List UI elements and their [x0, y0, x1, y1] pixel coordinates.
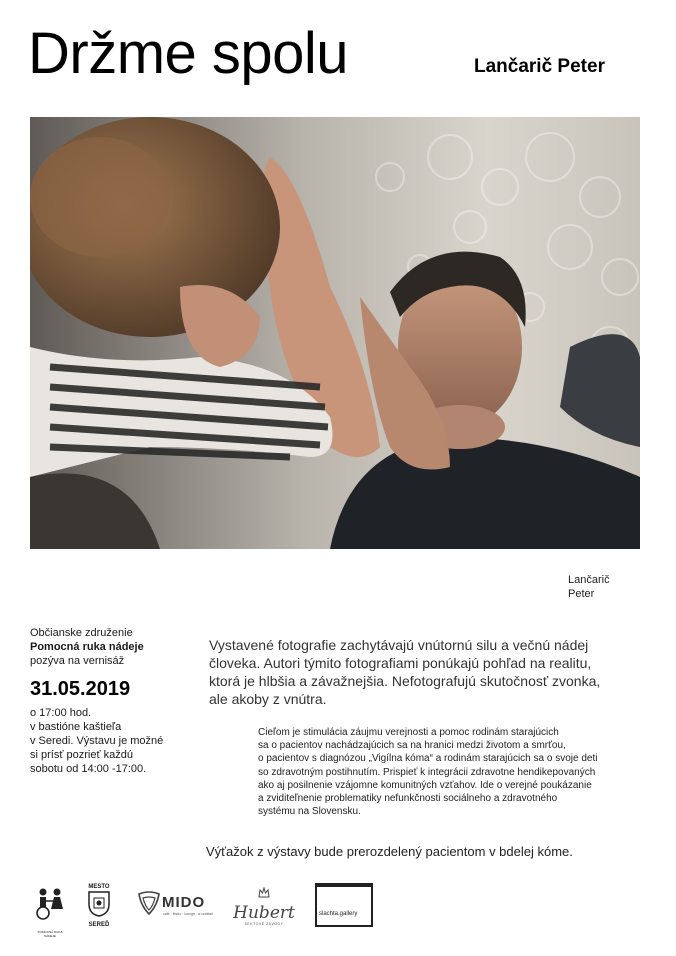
- goal-line: o pacientov s diagnózou „Vigílna kóma“ a rodinám starajúcich sa o svoje deti: [258, 753, 598, 765]
- photo-credit-line: Lančarič: [568, 574, 610, 586]
- proceeds-note: Výťažok z výstavy bude prerozdelený pacientom v bdelej kóme.: [206, 844, 573, 859]
- city-crest-icon: [88, 891, 110, 917]
- goal-line: a zviditeľnenie problematiky nefunkčnosti sociálneho a zdravotného: [258, 793, 558, 805]
- hubert-wordmark: Hubert: [233, 903, 295, 923]
- city-logo-bottom: SEREĎ: [88, 922, 110, 928]
- hubert-tagline: SEKTOVÉ ZÁVODY: [244, 922, 284, 926]
- event-detail-line: si prísť pozrieť každú: [30, 749, 134, 761]
- lead-line: ale akoby z vnútra.: [209, 691, 327, 707]
- lead-line: človeka. Autori týmito fotografiami ponúkajú pohľad na realitu,: [209, 655, 592, 671]
- author-name: Lančarič Peter: [474, 56, 605, 77]
- event-details: [30, 706, 190, 776]
- city-logo-top: MESTO: [88, 884, 110, 890]
- goal-line: systému na Slovensku.: [258, 806, 361, 818]
- goal-line: Cieľom je stimulácia záujmu verejnosti a pomoc rodinám starajúcich: [258, 727, 559, 738]
- organizer-block: [30, 626, 200, 668]
- organizer-intro: Občianske združenie: [30, 627, 133, 639]
- mido-logo: [135, 890, 215, 920]
- exhibition-title: Držme spolu: [28, 21, 349, 86]
- mido-wordmark: MIDO: [162, 894, 206, 911]
- goal-paragraph: [258, 726, 648, 818]
- photo-credit: [568, 573, 610, 601]
- lead-line: ktorá je hlbšia a závažnejšia. Nefotografujú skutočnosť zvonka,: [209, 673, 601, 689]
- event-detail-line: v Seredi. Výstavu je možné: [30, 735, 164, 747]
- crown-icon: [258, 887, 270, 899]
- organizer-name: Pomocná ruka nádeje: [30, 641, 144, 653]
- event-detail-line: sobotu od 14:00 -17:00.: [30, 763, 147, 775]
- exhibition-photo: [30, 117, 640, 549]
- organizer-invite: pozýva na vernisáž: [30, 655, 125, 667]
- seredt-city-logo: [84, 884, 114, 926]
- lead-line: Vystavené fotografie zachytávajú vnútornú silu a večnú nádej: [209, 637, 589, 653]
- goal-line: so zdravotným postihnutím. Prispieť k integrácii zdravotne hendikepovaných: [258, 766, 596, 778]
- event-detail-line: o 17:00 hod.: [30, 707, 92, 719]
- goal-line: sa o pacientov nachádzajúcich sa na hranici medzi životom a smrťou,: [258, 740, 566, 752]
- mido-emblem-icon: [135, 890, 163, 918]
- gallery-wordmark: slachta.gallery: [319, 911, 358, 917]
- slachta-gallery-logo: [315, 883, 373, 925]
- goal-line: ako aj posilnenie vzájomne komunitných vzťahov. Ide o verejné poukázanie: [258, 779, 592, 791]
- gallery-frame-icon: [315, 883, 373, 927]
- pomocna-ruka-logo-text: POMOCNÁ RUKA NÁDEJE: [37, 930, 63, 938]
- event-date: 31.05.2019: [30, 678, 131, 700]
- mido-tagline: café · bistro · lounge · a·cocktail: [163, 912, 213, 916]
- event-detail-line: v bastióne kaštieľa: [30, 721, 122, 733]
- lead-paragraph: [209, 636, 629, 708]
- photo-credit-line: Peter: [568, 588, 595, 600]
- pomocna-ruka-logo: [32, 887, 68, 938]
- hubert-logo: [232, 886, 296, 926]
